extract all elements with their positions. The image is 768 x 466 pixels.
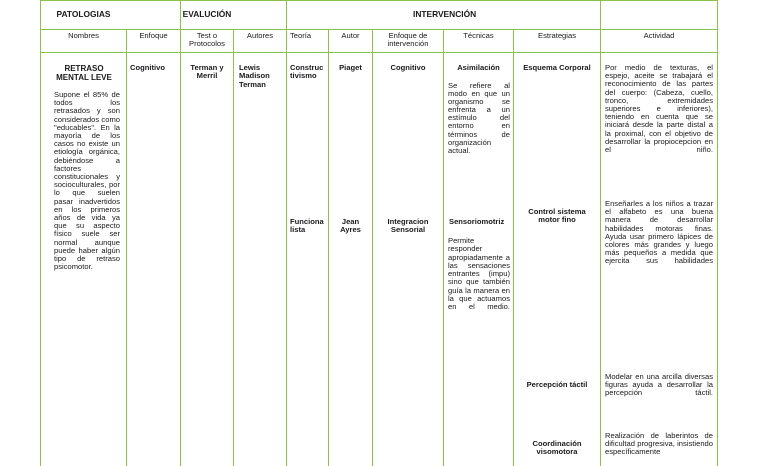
col-tecnicas: Técnicas <box>463 31 494 40</box>
actividad-4: Realización de laberintos de dificultad progresiva, insistiendo específicamente <box>605 431 713 457</box>
col-test: Test o Protocolos <box>189 31 225 48</box>
teoria-2: Funcionalista <box>290 217 324 235</box>
enfoque-value: Cognitivo <box>130 63 166 72</box>
header-patologias: PATOLOGIAS <box>56 9 111 19</box>
enfoque-intervencion-1: Cognitivo <box>390 63 426 72</box>
col-border <box>233 29 234 466</box>
nombre-title: RETRASO MENTAL LEVE <box>56 64 112 82</box>
col-border <box>600 0 601 466</box>
enfoque-intervencion-2: Integracion Sensorial <box>387 217 429 235</box>
tecnica-2-title: Sensoriomotriz <box>449 217 505 226</box>
tecnica-1-title: Asimilación <box>457 63 500 72</box>
col-estrategias: Estrategias <box>538 31 576 40</box>
autor-2: Jean Ayres <box>340 217 361 235</box>
col-border <box>286 0 287 466</box>
estrategia-control-motor-fino: Control sistema motor fino <box>528 207 586 225</box>
actividad-1: Por medio de texturas, el espejo, aceite se trabajará el reconocimiento de las partes del cuerpo: (Cabeza, cuello, tronco, extremidades superiores e inferiores), teniendo en cuenta que se iniciará desde la parte distal a la proximal, con el objetivo de desarrollar la propiocepcion en el niño. <box>605 63 713 155</box>
col-border <box>126 29 127 466</box>
col-nombres: Nombres <box>68 31 99 40</box>
header-evaluacion: EVALUCIÓN <box>182 9 232 19</box>
row-border <box>40 52 718 53</box>
col-enfoque: Enfoque <box>139 31 168 40</box>
teoria-1: Constructivismo <box>290 63 324 81</box>
tecnica-1-description: Se refiere al modo en que un organismo se enfrenta a un estímulo del entorno en términos de organización actual. <box>448 81 510 155</box>
col-actividad: Actividad <box>643 31 675 40</box>
row-border <box>40 0 718 1</box>
col-teoria: Teoría <box>290 31 312 40</box>
actividad-3: Modelar en una arcilla diversas figuras ayuda a desarrollar la percepción táctil. <box>605 372 713 398</box>
col-border <box>180 0 181 466</box>
col-border <box>40 0 41 466</box>
test-value: Terman y Merril <box>190 63 224 81</box>
col-border <box>717 0 718 466</box>
autores-value: Lewis Madison Terman <box>239 63 270 89</box>
estrategia-coordinacion-visomotora: Coordinación visomotora <box>532 439 582 457</box>
col-enfoque-intervencion: Enfoque de intervención <box>387 31 429 48</box>
col-border <box>328 29 329 466</box>
tecnica-2-description: Permite responder apropiadamente a las sensaciones entrantes (impu) sino que también guía la manera en la que actuamos en el medio. <box>448 236 510 312</box>
col-border <box>513 29 514 466</box>
header-intervencion: INTERVENCIÓN <box>413 9 477 19</box>
actividad-2: Enseñarles a los niños a trazar el alfabeto es una buena manera de desarrollar habilidades motoras finas. Ayuda usar primero lápices de colores más grandes y luego más pequeños a medida que ejercita sus habilidades <box>605 199 713 266</box>
row-border <box>40 29 718 30</box>
col-border <box>372 29 373 466</box>
col-autor: Autor <box>341 31 360 40</box>
autor-1: Piaget <box>339 63 362 72</box>
col-autores: Autores <box>246 31 274 40</box>
estrategia-esquema-corporal: Esquema Corporal <box>523 63 591 72</box>
col-border <box>443 29 444 466</box>
estrategia-percepcion-tactil: Percepción táctil <box>526 380 588 389</box>
nombre-description: Supone el 85% de todos los retrasados y son considerados como "educables". En la mayoría de los casos no existe un etiología orgánica, debiéndose a factores constitucionales y socioculturales, por lo que suelen pasar inadvertidos en los primeros años de vida ya que su aspecto físico suele ser normal aunque puede haber algún tipo de retraso psicomotor. <box>54 90 120 272</box>
